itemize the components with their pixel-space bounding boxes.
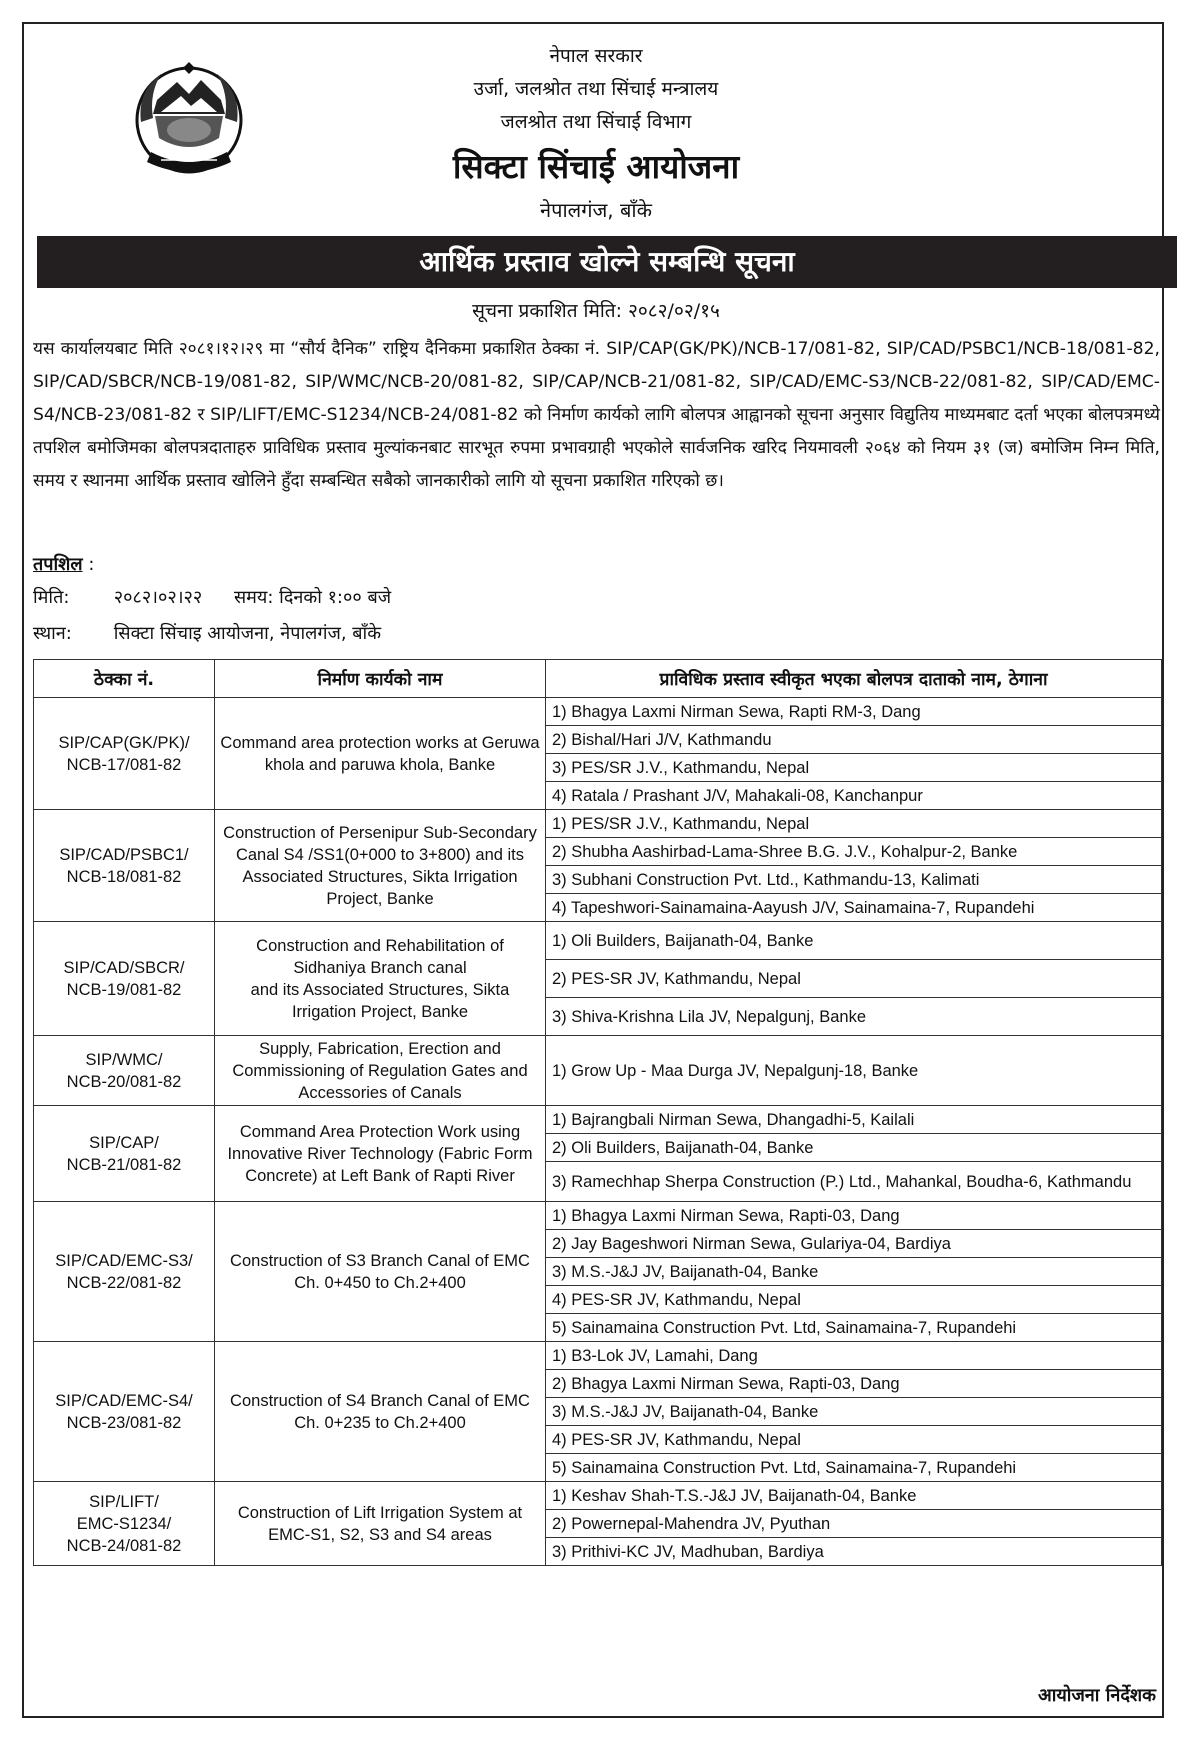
bidder-entry: 3) M.S.-J&J JV, Baijanath-04, Banke bbox=[546, 1258, 1162, 1286]
opening-date-row bbox=[33, 585, 391, 609]
bidder-entry: 1) Grow Up - Maa Durga JV, Nepalgunj-18, Banke bbox=[546, 1036, 1162, 1106]
bidder-entry: 1) Bajrangbali Nirman Sewa, Dhangadhi-5, Kailali bbox=[546, 1106, 1162, 1134]
bidder-entry: 2) Bishal/Hari J/V, Kathmandu bbox=[546, 726, 1162, 754]
table-row bbox=[34, 1342, 1162, 1370]
contract-number: SIP/CAD/EMC-S3/ NCB-22/081-82 bbox=[34, 1202, 215, 1342]
bidder-entry: 3) PES/SR J.V., Kathmandu, Nepal bbox=[546, 754, 1162, 782]
notice-body-paragraph: यस कार्यालयबाट मिति २०८१।१२।२९ मा “सौर्य दैनिक” राष्ट्रिय दैनिकमा प्रकाशित ठेक्का नं. SIP/CAP(GK/PK)/NCB-17/081-82, SIP/CAD/PSBC1/NCB-18/081-82, SIP/CAD/SBCR/NCB-19/081-82, SIP/WMC/NCB-20/081-82, SIP/CAP/NCB-21/081-82, SIP/CAD/EMC-S3/NCB-22/081-82, SIP/CAD/EMC-S4/NCB-23/081-82 र SIP/LIFT/EMC-S1234/NCB-24/081-82 को निर्माण कार्यको लागि बोलपत्र आह्वानको सूचना अनुसार विद्युतिय माध्यमबाट दर्ता भएका बोलपत्रमध्ये तपशिल बमोजिमका बोलपत्रदाताहरु प्राविधिक प्रस्ताव मुल्यांकनबाट सारभूत रुपमा प्रभावग्राही भएकोले सार्वजनिक खरिद नियमावली २०६४ को नियम ३१ (ज) बमोजिम निम्न मिति, समय र स्थानमा आर्थिक प्रस्ताव खोलिने हुँदा सम्बन्धित सबैको जानकारीको लागि यो सूचना प्रकाशित गरिएको छ। bbox=[33, 339, 1160, 491]
col-header-bidders: प्राविधिक प्रस्ताव स्वीकृत भएका बोलपत्र दाताको नाम, ठेगाना bbox=[546, 660, 1162, 698]
table-row bbox=[34, 698, 1162, 726]
col-header-work-name: निर्माण कार्यको नाम bbox=[215, 660, 546, 698]
bidder-entry: 1) Keshav Shah-T.S.-J&J JV, Baijanath-04, Banke bbox=[546, 1482, 1162, 1510]
work-name: Construction and Rehabilitation of Sidhaniya Branch canal and its Associated Structures, Sikta Irrigation Project, Banke bbox=[215, 922, 546, 1036]
bidder-entry: 5) Sainamaina Construction Pvt. Ltd, Sainamaina-7, Rupandehi bbox=[546, 1314, 1162, 1342]
details-heading-label: तपशिल bbox=[33, 554, 83, 575]
place-value: सिक्टा सिंचाइ आयोजना, नेपालगंज, बाँके bbox=[113, 623, 382, 644]
bidder-entry: 4) Ratala / Prashant J/V, Mahakali-08, Kanchanpur bbox=[546, 782, 1162, 810]
table-body bbox=[34, 698, 1162, 1566]
place-label: स्थान: bbox=[33, 623, 72, 644]
col-header-contract-no: ठेक्का नं. bbox=[34, 660, 215, 698]
published-date: सूचना प्रकाशित मिति: २०८२/०२/१५ bbox=[472, 300, 720, 322]
bidder-entry: 3) Subhani Construction Pvt. Ltd., Kathmandu-13, Kalimati bbox=[546, 866, 1162, 894]
bidder-entry: 2) Bhagya Laxmi Nirman Sewa, Rapti-03, Dang bbox=[546, 1370, 1162, 1398]
table-row bbox=[34, 1482, 1162, 1510]
bidder-entry: 3) Shiva-Krishna Lila JV, Nepalgunj, Banke bbox=[546, 998, 1162, 1036]
table-row bbox=[34, 1106, 1162, 1134]
work-name: Construction of Lift Irrigation System at EMC-S1, S2, S3 and S4 areas bbox=[215, 1482, 546, 1566]
notice-title-banner: आर्थिक प्रस्ताव खोल्ने सम्बन्धि सूचना bbox=[37, 236, 1177, 288]
bidder-entry: 5) Sainamaina Construction Pvt. Ltd, Sainamaina-7, Rupandehi bbox=[546, 1454, 1162, 1482]
work-name: Construction of S4 Branch Canal of EMC Ch. 0+235 to Ch.2+400 bbox=[215, 1342, 546, 1482]
date-value: २०८२।०२।२२ bbox=[113, 587, 203, 608]
bidder-entry: 3) M.S.-J&J JV, Baijanath-04, Banke bbox=[546, 1398, 1162, 1426]
bidder-entry: 3) Ramechhap Sherpa Construction (P.) Ltd., Mahankal, Boudha-6, Kathmandu bbox=[546, 1162, 1162, 1202]
bidder-entry: 2) Powernepal-Mahendra JV, Pyuthan bbox=[546, 1510, 1162, 1538]
signature-designation: आयोजना निर्देशक bbox=[1037, 1685, 1156, 1706]
work-name: Construction of Persenipur Sub-Secondary Canal S4 /SS1(0+000 to 3+800) and its Associated Structures, Sikta Irrigation Project, Banke bbox=[215, 810, 546, 922]
project-name: सिक्टा सिंचाई आयोजना bbox=[452, 147, 740, 186]
details-heading-colon: : bbox=[82, 554, 95, 575]
contract-number: SIP/LIFT/ EMC-S1234/ NCB-24/081-82 bbox=[34, 1482, 215, 1566]
bidder-entry: 4) PES-SR JV, Kathmandu, Nepal bbox=[546, 1426, 1162, 1454]
details-heading bbox=[33, 552, 94, 576]
bidders-table bbox=[33, 659, 1162, 1566]
bidder-entry: 3) Prithivi-KC JV, Madhuban, Bardiya bbox=[546, 1538, 1162, 1566]
contract-number: SIP/CAP(GK/PK)/ NCB-17/081-82 bbox=[34, 698, 215, 810]
work-name: Construction of S3 Branch Canal of EMC Ch. 0+450 to Ch.2+400 bbox=[215, 1202, 546, 1342]
office-location: नेपालगंज, बाँके bbox=[540, 198, 652, 222]
government-name: नेपाल सरकार bbox=[549, 45, 643, 67]
contract-number: SIP/CAD/SBCR/ NCB-19/081-82 bbox=[34, 922, 215, 1036]
bidder-entry: 1) Bhagya Laxmi Nirman Sewa, Rapti-03, Dang bbox=[546, 1202, 1162, 1230]
bidder-entry: 1) B3-Lok JV, Lamahi, Dang bbox=[546, 1342, 1162, 1370]
table-row bbox=[34, 1036, 1162, 1106]
opening-place-row bbox=[33, 621, 381, 645]
table-row bbox=[34, 922, 1162, 960]
bidder-entry: 2) Shubha Aashirbad-Lama-Shree B.G. J.V., Kohalpur-2, Banke bbox=[546, 838, 1162, 866]
work-name: Supply, Fabrication, Erection and Commissioning of Regulation Gates and Accessories of Canals bbox=[215, 1036, 546, 1106]
bidder-entry: 2) PES-SR JV, Kathmandu, Nepal bbox=[546, 960, 1162, 998]
table-row bbox=[34, 810, 1162, 838]
bidder-entry: 1) Oli Builders, Baijanath-04, Banke bbox=[546, 922, 1162, 960]
contract-number: SIP/CAD/EMC-S4/ NCB-23/081-82 bbox=[34, 1342, 215, 1482]
date-label: मिति: bbox=[33, 587, 70, 608]
work-name: Command area protection works at Geruwa khola and paruwa khola, Banke bbox=[215, 698, 546, 810]
bidder-entry: 1) Bhagya Laxmi Nirman Sewa, Rapti RM-3, Dang bbox=[546, 698, 1162, 726]
time-value: समय: दिनको १:०० बजे bbox=[234, 587, 392, 608]
contract-number: SIP/CAP/ NCB-21/081-82 bbox=[34, 1106, 215, 1202]
bidder-entry: 2) Jay Bageshwori Nirman Sewa, Gulariya-04, Bardiya bbox=[546, 1230, 1162, 1258]
contract-number: SIP/CAD/PSBC1/ NCB-18/081-82 bbox=[34, 810, 215, 922]
contract-number: SIP/WMC/ NCB-20/081-82 bbox=[34, 1036, 215, 1106]
bidder-entry: 4) Tapeshwori-Sainamaina-Aayush J/V, Sainamaina-7, Rupandehi bbox=[546, 894, 1162, 922]
bidder-entry: 2) Oli Builders, Baijanath-04, Banke bbox=[546, 1134, 1162, 1162]
work-name: Command Area Protection Work using Innovative River Technology (Fabric Form Concrete) at Left Bank of Rapti River bbox=[215, 1106, 546, 1202]
table-header-row bbox=[34, 660, 1162, 698]
bidder-entry: 4) PES-SR JV, Kathmandu, Nepal bbox=[546, 1286, 1162, 1314]
table-row bbox=[34, 1202, 1162, 1230]
bidder-entry: 1) PES/SR J.V., Kathmandu, Nepal bbox=[546, 810, 1162, 838]
ministry-name: उर्जा, जलश्रोत तथा सिंचाई मन्त्रालय bbox=[473, 78, 719, 100]
department-name: जलश्रोत तथा सिंचाई विभाग bbox=[500, 111, 692, 133]
